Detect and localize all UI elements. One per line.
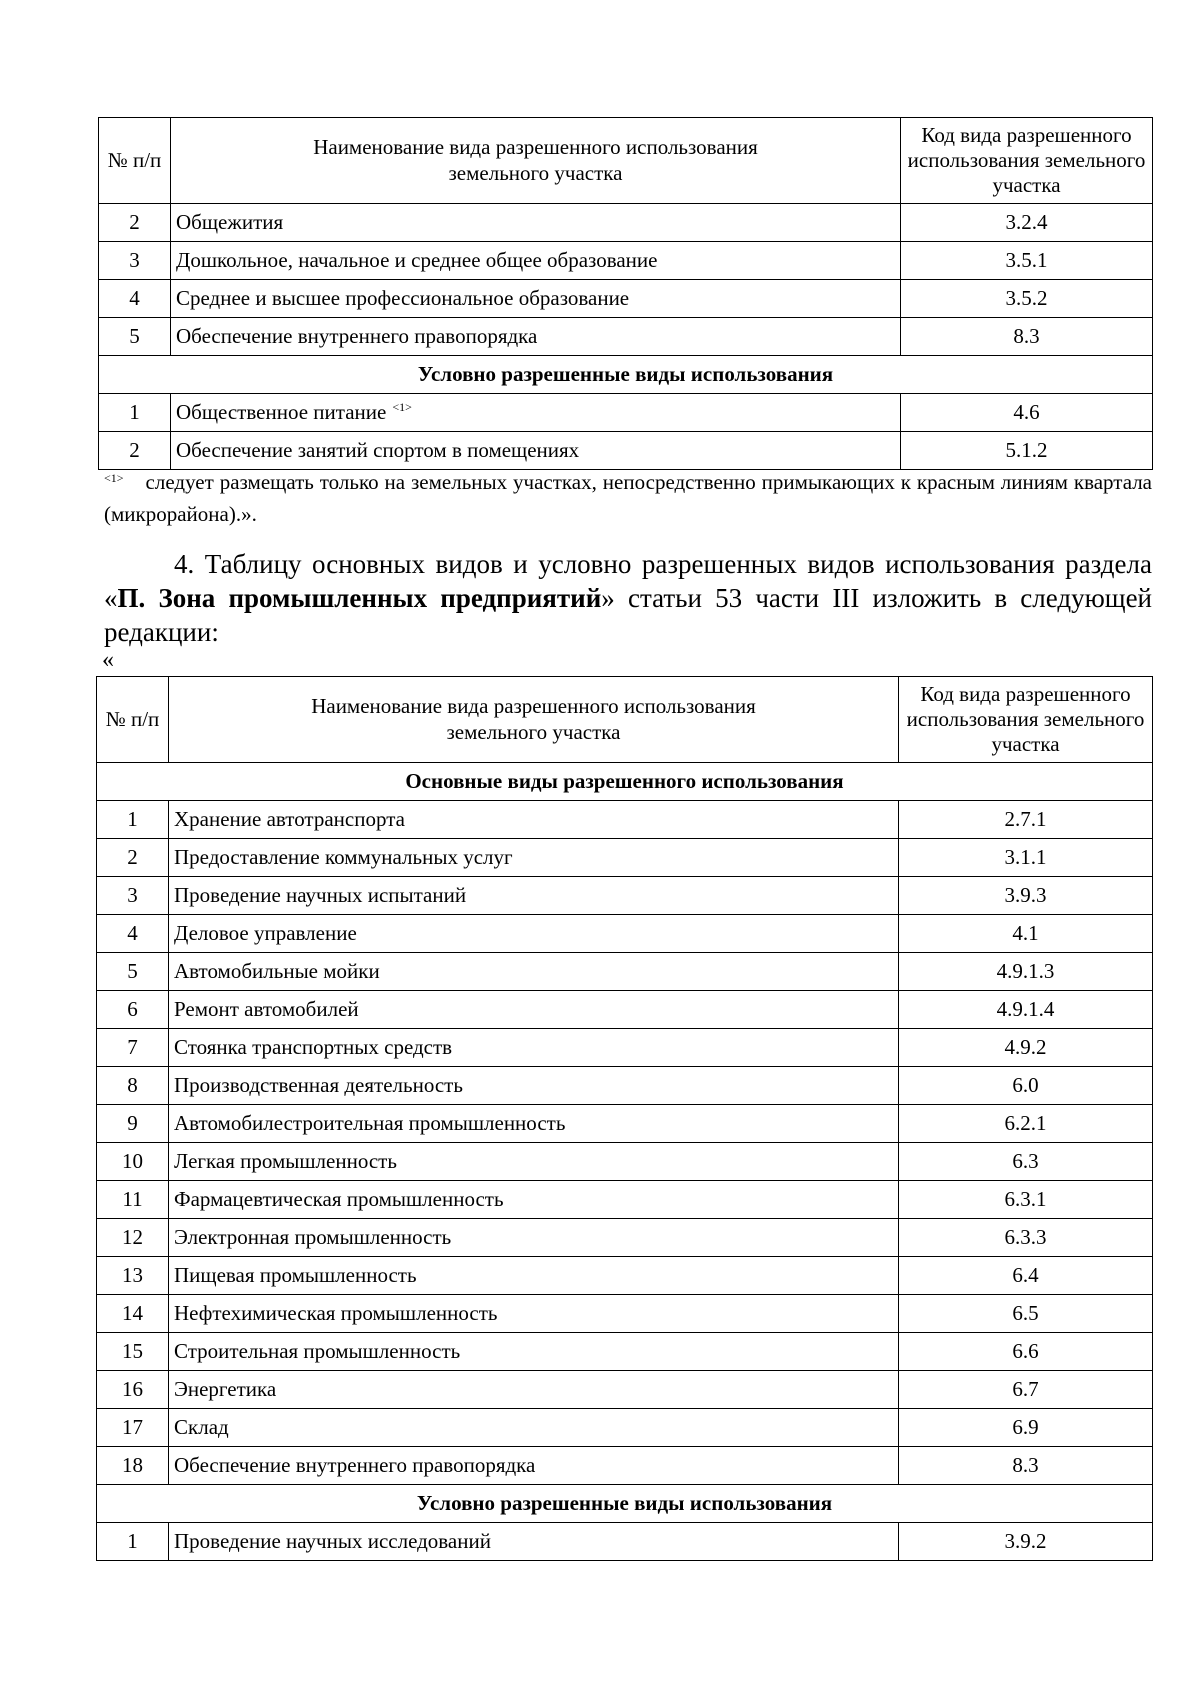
row-number: 15 <box>97 1333 169 1371</box>
row-code: 4.6 <box>901 394 1153 432</box>
paragraph-text-before: 4. Таблицу основных видов и условно разрешенных видов использования раздела « <box>104 549 1152 613</box>
paragraph-4 <box>104 547 1152 649</box>
opening-quote: « <box>102 647 114 673</box>
row-name: Среднее и высшее профессиональное образование <box>171 280 901 318</box>
row-code: 3.2.4 <box>901 204 1153 242</box>
row-code: 2.7.1 <box>899 801 1153 839</box>
header-name: Наименование вида разрешенного использования земельного участка <box>171 118 901 204</box>
row-number: 13 <box>97 1257 169 1295</box>
row-code: 3.9.2 <box>899 1523 1153 1561</box>
conditional-uses-heading: Условно разрешенные виды использования <box>97 1485 1153 1523</box>
row-name: Строительная промышленность <box>169 1333 899 1371</box>
table-row <box>97 1219 1153 1257</box>
row-number: 2 <box>97 839 169 877</box>
header-code: Код вида разрешенного использования земельного участка <box>899 677 1153 763</box>
section-row <box>99 356 1153 394</box>
table-row <box>97 877 1153 915</box>
header-code: Код вида разрешенного использования земельного участка <box>901 118 1153 204</box>
row-number: 9 <box>97 1105 169 1143</box>
row-code: 6.3 <box>899 1143 1153 1181</box>
footnote-reference: <1> <box>392 399 412 414</box>
table-row <box>97 1447 1153 1485</box>
row-name: Дошкольное, начальное и среднее общее образование <box>171 242 901 280</box>
table-row <box>97 1181 1153 1219</box>
row-code: 6.6 <box>899 1333 1153 1371</box>
row-code: 6.3.1 <box>899 1181 1153 1219</box>
row-number: 5 <box>99 318 171 356</box>
row-number: 17 <box>97 1409 169 1447</box>
row-code: 3.5.1 <box>901 242 1153 280</box>
conditional-uses-heading: Условно разрешенные виды использования <box>99 356 1153 394</box>
row-number: 4 <box>97 915 169 953</box>
row-name: Автомобилестроительная промышленность <box>169 1105 899 1143</box>
row-name: Обеспечение внутреннего правопорядка <box>169 1447 899 1485</box>
row-code: 6.9 <box>899 1409 1153 1447</box>
row-number: 10 <box>97 1143 169 1181</box>
table-2-rows <box>97 763 1153 1561</box>
row-name: Общественное питание <box>176 399 387 424</box>
table-row <box>97 1105 1153 1143</box>
table-row <box>97 1029 1153 1067</box>
row-name: Электронная промышленность <box>169 1219 899 1257</box>
row-code: 6.7 <box>899 1371 1153 1409</box>
table-row <box>97 1409 1153 1447</box>
row-name: Нефтехимическая промышленность <box>169 1295 899 1333</box>
table-header-row <box>97 677 1153 763</box>
row-code: 6.0 <box>899 1067 1153 1105</box>
row-name: Производственная деятельность <box>169 1067 899 1105</box>
table-row <box>97 801 1153 839</box>
row-code: 6.2.1 <box>899 1105 1153 1143</box>
row-name: Легкая промышленность <box>169 1143 899 1181</box>
row-code: 4.9.1.4 <box>899 991 1153 1029</box>
row-name: Пищевая промышленность <box>169 1257 899 1295</box>
section-row <box>97 763 1153 801</box>
row-name: Проведение научных испытаний <box>169 877 899 915</box>
section-row <box>97 1485 1153 1523</box>
table-row <box>99 280 1153 318</box>
table-row <box>97 1333 1153 1371</box>
row-number: 3 <box>97 877 169 915</box>
table-row <box>99 432 1153 470</box>
table-row <box>97 839 1153 877</box>
row-name: Деловое управление <box>169 915 899 953</box>
table-row <box>99 242 1153 280</box>
row-number: 1 <box>99 394 171 432</box>
table-row <box>97 1143 1153 1181</box>
row-code: 4.9.2 <box>899 1029 1153 1067</box>
row-number: 18 <box>97 1447 169 1485</box>
row-name: Хранение автотранспорта <box>169 801 899 839</box>
table-1-main-rows <box>99 204 1153 470</box>
row-name: Стоянка транспортных средств <box>169 1029 899 1067</box>
table-header-row <box>99 118 1153 204</box>
table-row <box>97 915 1153 953</box>
row-code: 3.9.3 <box>899 877 1153 915</box>
row-number: 2 <box>99 432 171 470</box>
table-row <box>97 1257 1153 1295</box>
row-name: Предоставление коммунальных услуг <box>169 839 899 877</box>
row-name: Общежития <box>171 204 901 242</box>
row-number: 11 <box>97 1181 169 1219</box>
table-row <box>97 991 1153 1029</box>
row-number: 5 <box>97 953 169 991</box>
row-number: 16 <box>97 1371 169 1409</box>
row-code: 6.5 <box>899 1295 1153 1333</box>
row-name: Обеспечение внутреннего правопорядка <box>171 318 901 356</box>
row-number: 12 <box>97 1219 169 1257</box>
footnote <box>104 466 1152 530</box>
row-number: 6 <box>97 991 169 1029</box>
row-name-cell <box>171 394 901 432</box>
table-row <box>99 394 1153 432</box>
paragraph-text-after: » статьи 53 части III изложить в следующей редакции: <box>104 583 1152 647</box>
table-row <box>97 953 1153 991</box>
row-number: 8 <box>97 1067 169 1105</box>
row-code: 6.3.3 <box>899 1219 1153 1257</box>
row-code: 4.9.1.3 <box>899 953 1153 991</box>
row-code: 5.1.2 <box>901 432 1153 470</box>
land-use-table-1 <box>98 117 1153 470</box>
row-name: Проведение научных исследований <box>169 1523 899 1561</box>
row-code: 8.3 <box>899 1447 1153 1485</box>
table-row <box>99 204 1153 242</box>
header-name: Наименование вида разрешенного использования земельного участка <box>169 677 899 763</box>
row-code: 6.4 <box>899 1257 1153 1295</box>
row-code: 3.1.1 <box>899 839 1153 877</box>
table-row <box>97 1523 1153 1561</box>
row-code: 3.5.2 <box>901 280 1153 318</box>
row-number: 1 <box>97 801 169 839</box>
row-name: Ремонт автомобилей <box>169 991 899 1029</box>
land-use-table-2 <box>96 676 1153 1561</box>
header-number: № п/п <box>97 677 169 763</box>
row-number: 1 <box>97 1523 169 1561</box>
row-name: Обеспечение занятий спортом в помещениях <box>171 432 901 470</box>
footnote-text: следует размещать только на земельных участках, непосредственно примыкающих к красным линиям квартала (микрорайона).». <box>104 470 1152 526</box>
row-code: 4.1 <box>899 915 1153 953</box>
paragraph-zone-name: П. Зона промышленных предприятий <box>117 583 602 613</box>
row-name: Энергетика <box>169 1371 899 1409</box>
header-number: № п/п <box>99 118 171 204</box>
row-name: Автомобильные мойки <box>169 953 899 991</box>
row-number: 3 <box>99 242 171 280</box>
row-number: 14 <box>97 1295 169 1333</box>
table-row <box>97 1067 1153 1105</box>
table-row <box>97 1371 1153 1409</box>
footnote-mark: <1> <box>104 471 124 485</box>
row-number: 2 <box>99 204 171 242</box>
table-row <box>99 318 1153 356</box>
row-number: 4 <box>99 280 171 318</box>
row-code: 8.3 <box>901 318 1153 356</box>
main-uses-heading: Основные виды разрешенного использования <box>97 763 1153 801</box>
table-row <box>97 1295 1153 1333</box>
row-name: Склад <box>169 1409 899 1447</box>
row-name: Фармацевтическая промышленность <box>169 1181 899 1219</box>
row-number: 7 <box>97 1029 169 1067</box>
